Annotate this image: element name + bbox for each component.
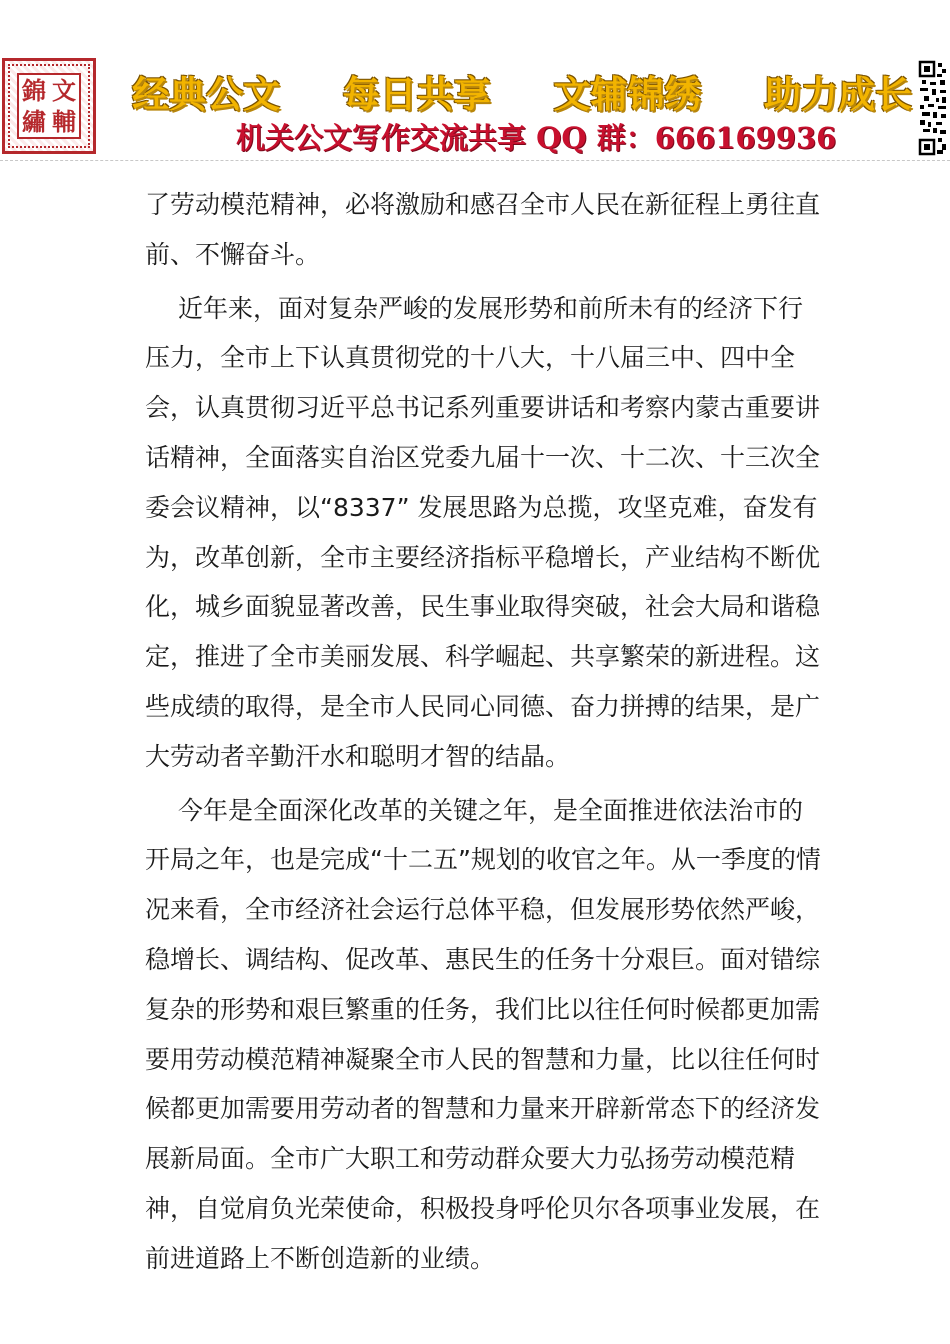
slogan-1: 经典公文 <box>132 73 280 116</box>
paragraph: 今年是全面深化改革的关键之年，是全面推进依法治市的开局之年，也是完成“十二五”规划的收官之年。从一季度的情况来看，全市经济社会运行总体平稳，但发展形势依然严峻，稳增长、调结构、促改革、惠民生的任务十分艰巨。面对错综复杂的形势和艰巨繁重的任务，我们比以往任何时候都更加需要用劳动模范精神凝聚全市人民的智慧和力量，比以往任何时候都更加需要用劳动者的智慧和力量来开辟新常态下的经济发展新局面。全市广大职工和劳动群众要大力弘扬劳动模范精神，自觉肩负光荣使命，积极投身呼伦贝尔各项事业发展，在前进道路上不断创造新的业绩。 <box>145 795 821 1273</box>
qq-group-line: 机关公文写作交流共享 QQ 群：666169936 <box>236 121 837 155</box>
slogan-3: 文辅锦绣 <box>553 73 702 116</box>
seal-inner <box>17 73 81 139</box>
document-body <box>145 180 825 1284</box>
seal-char: 文 <box>52 75 76 105</box>
header-slogan <box>132 68 912 114</box>
seal-logo <box>2 58 96 154</box>
page-header <box>0 0 950 161</box>
paragraph: 近年来，面对复杂严峻的发展形势和前所未有的经济下行压力，全市上下认真贯彻党的十八大，十八届三中、四中全会，认真贯彻习近平总书记系列重要讲话和考察内蒙古重要讲话精神，全面落实自治区党委九届十一次、十二次、十三次全委会议精神，以“8337” 发展思路为总揽，攻坚克难，奋发有为，改革创新，全市主要经济指标平稳增长，产业结构不断优化，城乡面貌显著改善，民生事业取得突破，社会大局和谐稳定，推进了全市美丽发展、科学崛起、共享繁荣的新进程。这些成绩的取得，是全市人民同心同德、奋力拼搏的结果，是广大劳动者辛勤汗水和聪明才智的结晶。 <box>145 293 821 771</box>
seal-char: 繡 <box>22 106 46 136</box>
slogan-2: 每日共享 <box>342 73 491 116</box>
paragraph: 了劳动模范精神，必将激励和感召全市人民在新征程上勇往直前、不懈奋斗。 <box>145 190 821 269</box>
seal-char: 輔 <box>52 106 76 136</box>
seal-char: 錦 <box>22 75 46 105</box>
slogan-4: 助力成长 <box>763 73 912 116</box>
qr-code-icon[interactable] <box>918 60 948 158</box>
